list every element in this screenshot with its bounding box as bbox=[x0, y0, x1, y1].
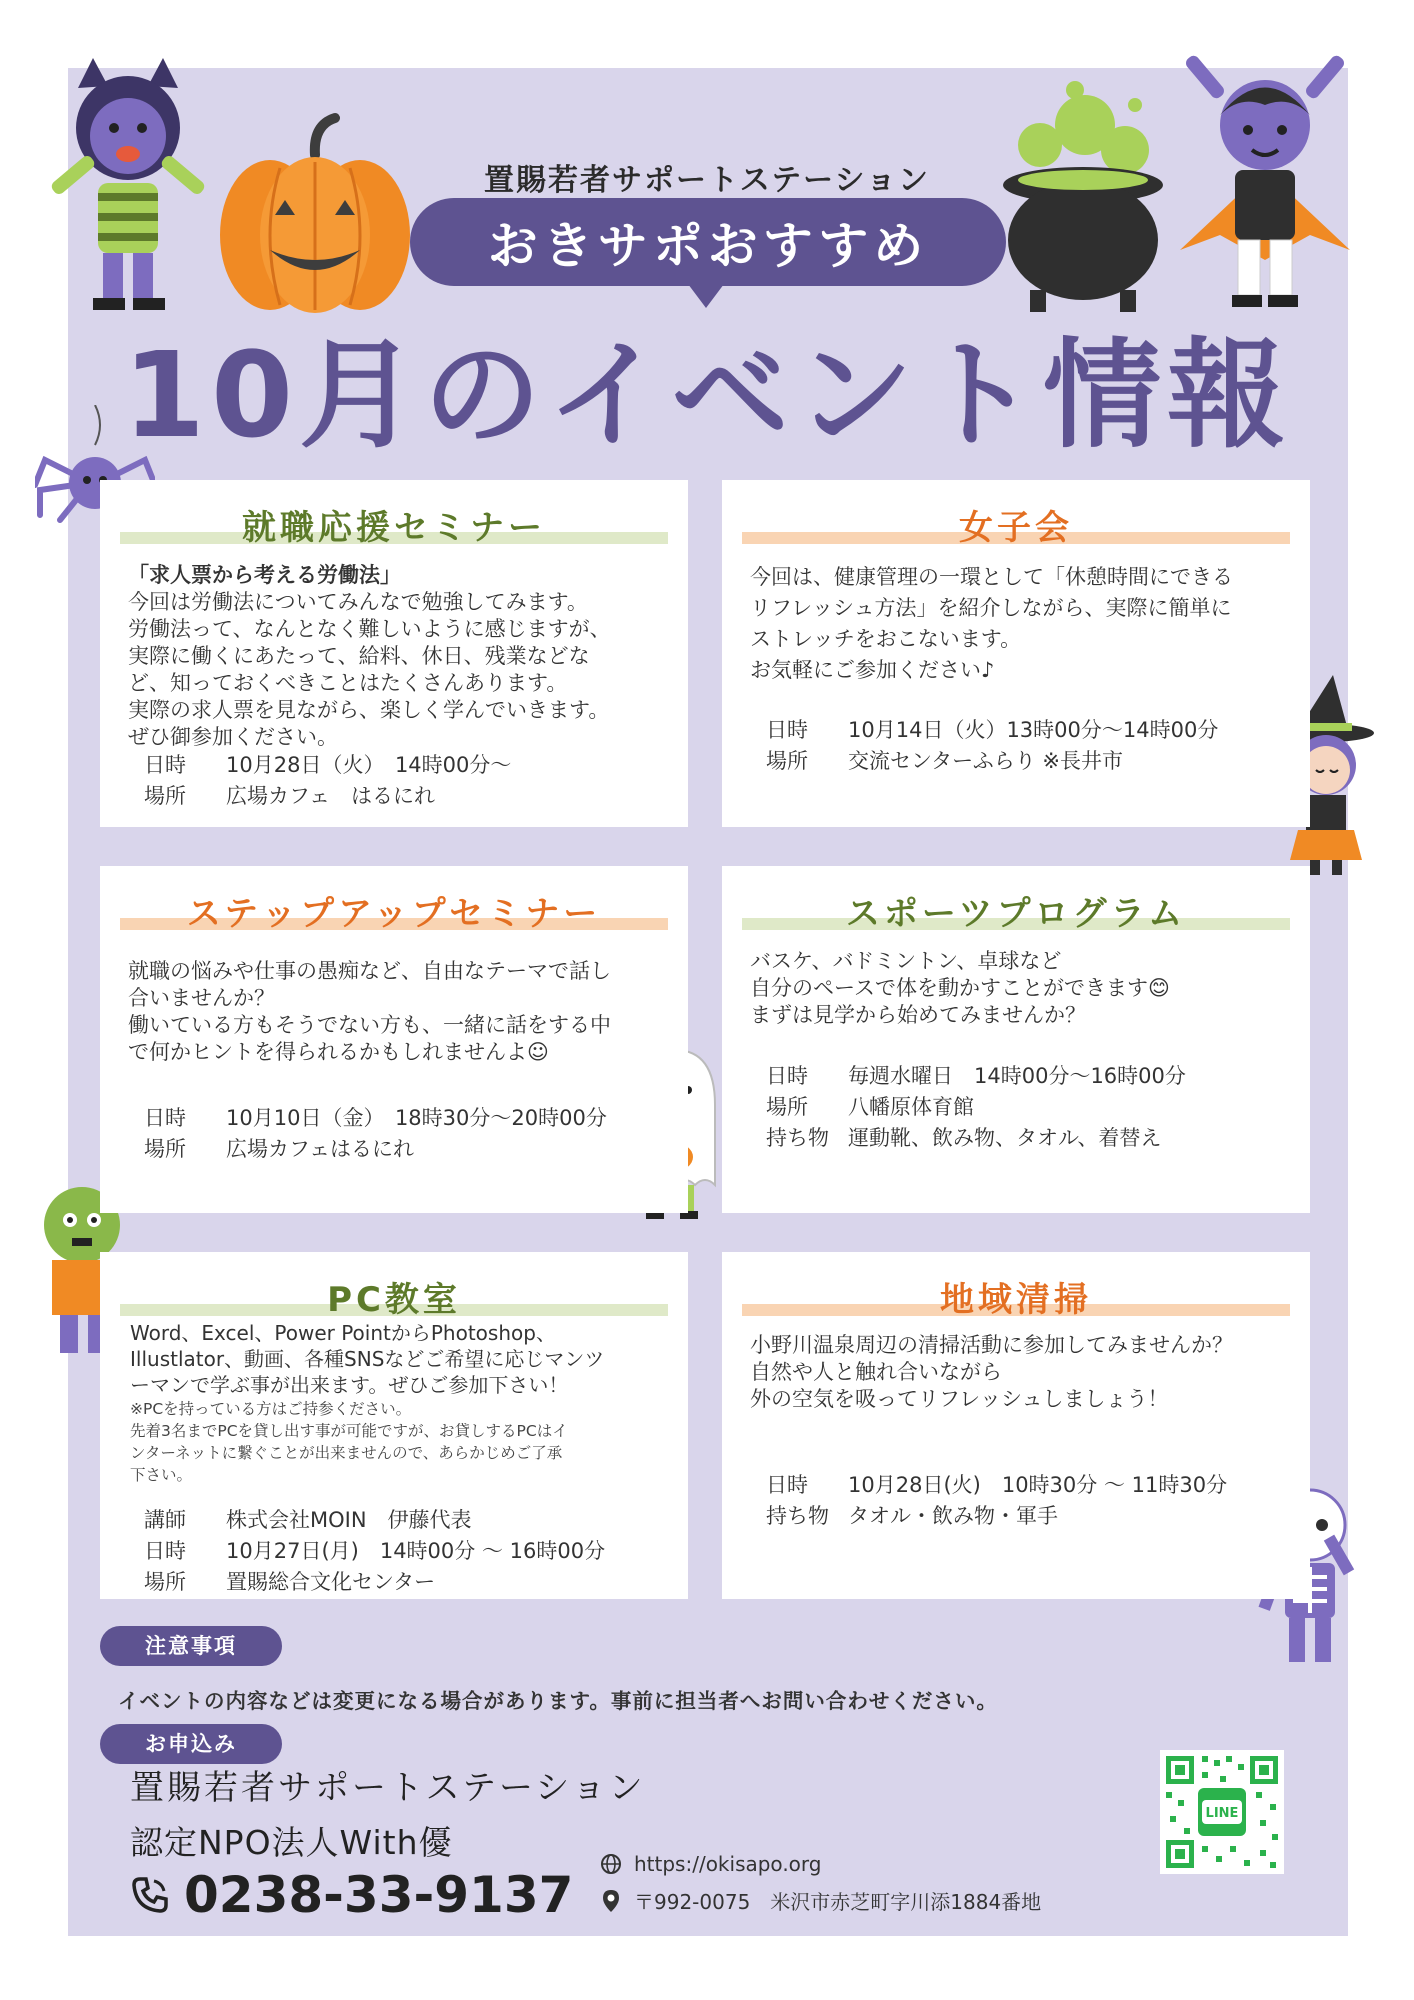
website-text: https://okisapo.org bbox=[634, 1852, 822, 1876]
website-link[interactable] bbox=[600, 1852, 821, 1876]
body-line: ぜひ御参加ください。 bbox=[128, 725, 338, 749]
contact-organization: 置賜若者サポートステーション bbox=[130, 1768, 646, 1808]
body-line: お気軽にご参加ください♪ bbox=[750, 658, 995, 682]
place-label: 場所 bbox=[766, 1095, 808, 1119]
datetime-label: 日時 bbox=[144, 1539, 186, 1563]
card-body bbox=[750, 1332, 1290, 1413]
card-title: 地域清掃 bbox=[940, 1280, 1092, 1320]
datetime-label: 日時 bbox=[766, 718, 808, 742]
place-value: 交流センターふらり ※長井市 bbox=[848, 749, 1124, 773]
datetime-label: 日時 bbox=[144, 1106, 186, 1130]
body-line: バスケ、バドミントン、卓球など bbox=[750, 949, 1062, 973]
body-line: 今回は、健康管理の一環として「休憩時間にできる bbox=[750, 565, 1233, 589]
datetime-value: 10月28日(火) 10時30分 ～ 11時30分 bbox=[848, 1473, 1228, 1497]
note-line: 下さい。 bbox=[130, 1466, 193, 1484]
place-value: 八幡原体育館 bbox=[848, 1095, 974, 1119]
qr-code-icon[interactable] bbox=[1160, 1750, 1284, 1874]
items-label: 持ち物 bbox=[766, 1126, 829, 1150]
lecturer-label: 講師 bbox=[144, 1508, 186, 1532]
datetime-value: 10月14日（火）13時00分～14時00分 bbox=[848, 718, 1219, 742]
card-title: 就職応援セミナー bbox=[242, 508, 546, 548]
event-info bbox=[766, 1470, 1227, 1532]
place-value: 広場カフェはるにれ bbox=[226, 1137, 414, 1161]
datetime-value: 10月27日(月) 14時00分 ～ 16時00分 bbox=[226, 1539, 606, 1563]
body-line: 自分のペースで体を動かすことができます😊 bbox=[750, 976, 1170, 1000]
body-line: 外の空気を吸ってリフレッシュしましょう！ bbox=[750, 1387, 1169, 1411]
place-value: 広場カフェ はるにれ bbox=[226, 784, 435, 808]
card-stepup-seminar bbox=[100, 866, 688, 1213]
note-line: ンターネットに繋ぐことが出来ませんので、あらかじめご了承 bbox=[130, 1444, 563, 1462]
place-label: 場所 bbox=[144, 1570, 186, 1594]
event-info bbox=[144, 1103, 607, 1165]
body-line: 今回は労働法についてみんなで勉強してみます。 bbox=[128, 590, 588, 614]
phone-text: 0238-33-9137 bbox=[184, 1866, 574, 1924]
notice-label: 注意事項 bbox=[100, 1626, 282, 1666]
place-value: 置賜総合文化センター bbox=[226, 1570, 436, 1594]
qr-line-label: LINE bbox=[1205, 1806, 1239, 1821]
lecturer-value: 株式会社MOIN 伊藤代表 bbox=[226, 1508, 472, 1532]
card-pc-class bbox=[100, 1252, 688, 1599]
address bbox=[600, 1886, 1041, 1915]
note-line: 先着3名までPCを貸し出す事が可能ですが、お貸しするPCはイ bbox=[130, 1422, 568, 1440]
event-info bbox=[766, 715, 1218, 777]
body-line: ど、知っておくべきことはたくさんあります。 bbox=[128, 671, 568, 695]
event-info bbox=[144, 750, 511, 812]
card-body bbox=[130, 1320, 668, 1486]
event-info bbox=[766, 1061, 1186, 1154]
items-label: 持ち物 bbox=[766, 1504, 829, 1528]
card-title: スポーツプログラム bbox=[845, 894, 1187, 934]
recommend-bubble bbox=[410, 198, 1006, 286]
contact-npo: 認定NPO法人With優 bbox=[130, 1823, 453, 1862]
card-job-seminar bbox=[100, 480, 688, 827]
body-line: 就職の悩みや仕事の愚痴など、自由なテーマで話し bbox=[128, 959, 611, 983]
body-line: 実際の求人票を見ながら、楽しく学んでいきます。 bbox=[128, 698, 610, 722]
body-line: ストレッチをおこないます。 bbox=[750, 627, 1022, 651]
datetime-label: 日時 bbox=[766, 1064, 808, 1088]
phone-icon bbox=[130, 1875, 170, 1915]
address-text: 〒992-0075 米沢市赤芝町字川添1884番地 bbox=[634, 1890, 1042, 1914]
body-line: で何かヒントを得られるかもしれませんよ☺ bbox=[128, 1040, 549, 1064]
body-line: 実際に働くにあたって、給料、休日、残業などな bbox=[128, 644, 590, 668]
place-label: 場所 bbox=[144, 1137, 186, 1161]
datetime-value: 毎週水曜日 14時00分～16時00分 bbox=[848, 1064, 1186, 1088]
event-info bbox=[144, 1505, 605, 1598]
card-body bbox=[750, 948, 1290, 1029]
items-value: 運動靴、飲み物、タオル、着替え bbox=[848, 1126, 1162, 1150]
notice-text: イベントの内容などは変更になる場合があります。事前に担当者へお問い合わせください。 bbox=[118, 1689, 998, 1713]
body-line: 働いている方もそうでない方も、一緒に話をする中 bbox=[128, 1013, 611, 1037]
main-title: 10月のイベント情報 bbox=[122, 326, 1292, 464]
card-community-cleanup bbox=[722, 1252, 1310, 1599]
place-label: 場所 bbox=[144, 784, 186, 808]
card-girls bbox=[722, 480, 1310, 827]
body-line: Word、Excel、Power PointからPhotoshop、 bbox=[130, 1321, 556, 1345]
card-title: PC教室 bbox=[327, 1280, 461, 1320]
body-line: 小野川温泉周辺の清掃活動に参加してみませんか？ bbox=[750, 1333, 1233, 1357]
body-line: 合いませんか？ bbox=[128, 986, 275, 1010]
card-subtitle: 「求人票から考える労働法」 bbox=[128, 563, 401, 587]
place-label: 場所 bbox=[766, 749, 808, 773]
organization-title: 置賜若者サポートステーション bbox=[484, 163, 930, 198]
datetime-label: 日時 bbox=[144, 753, 186, 777]
card-body bbox=[128, 562, 668, 751]
pumpkin-icon bbox=[215, 110, 415, 315]
body-line: 自然や人と触れ合いながら bbox=[750, 1360, 1002, 1384]
body-line: リフレッシュ方法」を紹介しながら、実際に簡単に bbox=[750, 596, 1232, 620]
bubble-text: おきサポおすすめ bbox=[487, 217, 929, 275]
card-body bbox=[750, 562, 1290, 686]
phone-number[interactable] bbox=[130, 1866, 573, 1924]
card-title: ステップアップセミナー bbox=[186, 894, 602, 934]
datetime-value: 10月28日（火） 14時00分～ bbox=[226, 753, 512, 777]
body-line: 労働法って、なんとなく難しいように感じますが、 bbox=[128, 617, 611, 641]
items-value: タオル・飲み物・軍手 bbox=[848, 1504, 1058, 1528]
location-pin-icon bbox=[600, 1889, 622, 1913]
note-line: ※PCを持っている方はご持参ください。 bbox=[130, 1400, 412, 1418]
card-sports-program bbox=[722, 866, 1310, 1213]
bubble-tail bbox=[688, 284, 724, 308]
body-line: ーマンで学ぶ事が出来ます。ぜひご参加下さい！ bbox=[130, 1373, 569, 1397]
datetime-value: 10月10日（金） 18時30分～20時00分 bbox=[226, 1106, 607, 1130]
body-line: まずは見学から始めてみませんか？ bbox=[750, 1003, 1086, 1027]
apply-label: お申込み bbox=[100, 1724, 282, 1764]
card-body bbox=[128, 958, 668, 1066]
body-line: Illustlator、動画、各種SNSなどご希望に応じマンツ bbox=[130, 1347, 605, 1371]
globe-icon bbox=[600, 1853, 622, 1875]
card-title: 女子会 bbox=[959, 508, 1073, 548]
datetime-label: 日時 bbox=[766, 1473, 808, 1497]
